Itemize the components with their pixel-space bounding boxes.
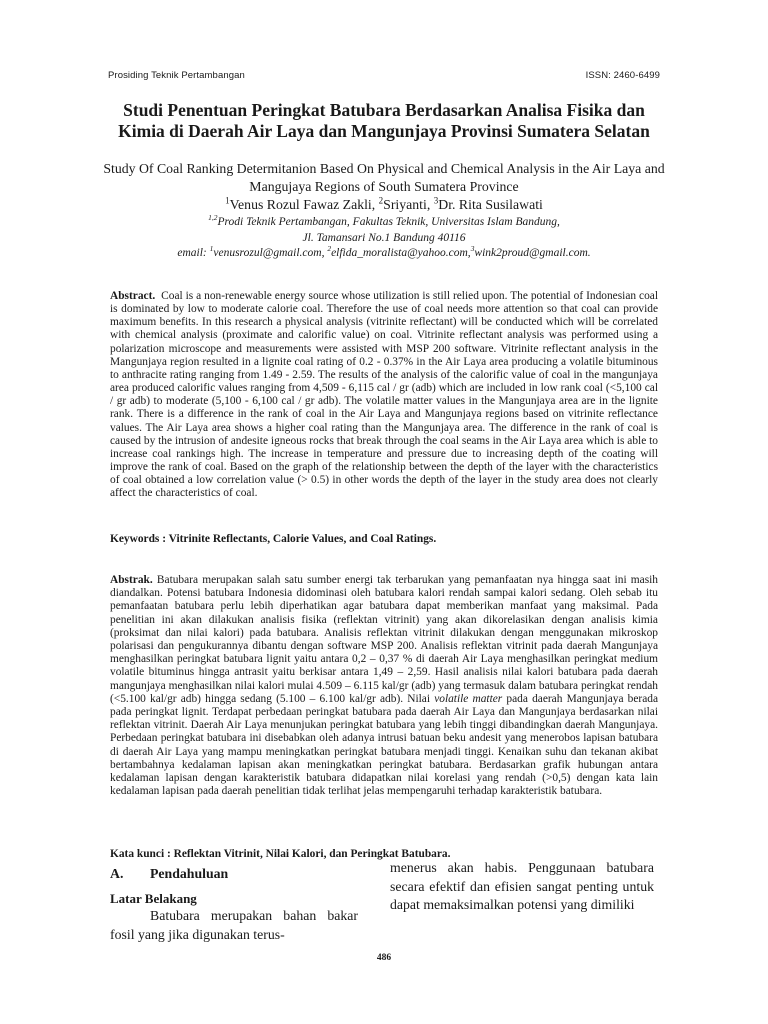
email-line: [100, 246, 668, 261]
abstract-label: Abstract.: [110, 290, 156, 302]
body-text-left-column: Batubara merupakan bahan bakar fosil yang jika digunakan terus-: [110, 908, 358, 942]
section-number: A.: [110, 866, 124, 881]
email-address: venusrozul@gmail.com,: [213, 247, 328, 259]
author-superscript: 3: [433, 195, 439, 206]
author-superscript: 2: [378, 195, 384, 206]
email-superscript: 1: [209, 244, 214, 254]
email-address: wink2proud@gmail.com.: [474, 247, 591, 259]
author-name: Sriyanti,: [383, 197, 434, 212]
author-name: Dr. Rita Susilawati: [438, 197, 543, 212]
affiliation: [100, 215, 668, 246]
abstract-indonesian: [110, 574, 658, 798]
page-number: 486: [376, 953, 392, 963]
author-superscript: 1: [225, 195, 230, 206]
subsection-heading: Latar Belakang: [110, 891, 197, 906]
email-prefix: email:: [177, 247, 210, 259]
abstrak-label: Abstrak.: [110, 574, 153, 586]
affiliation-address: Jl. Tamansari No.1 Bandung 40116: [302, 231, 466, 244]
email-address: elfida_moralista@yahoo.com,: [331, 247, 471, 259]
section-title: Pendahuluan: [150, 866, 229, 881]
author-name: Venus Rozul Fawaz Zakli,: [229, 197, 379, 212]
journal-name: Prosiding Teknik Pertambangan: [108, 70, 245, 81]
abstract-text: Coal is a non-renewable energy source whose utilization is still relied upon. The potential of Indonesian coal is dominated by low to moderate calorie coal. Therefore the use of coal needs more attention so that coal can provide maximum benefits. In this research a physical analysis (vitrinite reflectant) will be conducted which will be correlated with chemical analysis (proximate and calorific value) on coal. Vitrinite reflectant analysis was performed using a polarization microscope and measurements were assisted with MSP 200 software. Vitrinite reflectant analysis in the Mangunjaya region resulted in a lignite coal rating of 0.2 - 0.37% in the Air Laya area producing a volatile bituminous to anthracite rating ranging from 1.49 - 2.59. The results of the analysis of the calorific value of coal in the mangunjaya area produced calorific values ranging from 4,509 - 6,115 cal / gr (adb) which are included in low rank coal (<5,100 cal / gr adb) to moderate (5,100 - 6,100 cal / gr adb). The volatile matter values in the Mangunjaya area are in the lignite rank. There is a difference in the rank of coal in the Air Laya and Mangunjaya regions based on vitrinite reflectance values. The Air Laya area shows a higher coal rating than the Mangunjaya area. The difference in the rank of coal is caused by the intrusion of andesite igneous rocks that break through the coal seams in the Air Laya area which is able to increase coal rankings high. The increase in temperature and pressure due to increasing depth of the coating will improve the rank of coal. Based on the graph of the relationship between the depth of the layer with the characteristics of coal obtained a low correlation value (> 0.5) in other words the depth of the layer in the study area does not clearly affect the characteristics of coal.: [110, 290, 658, 500]
affiliation-line: Prodi Teknik Pertambangan, Fakultas Teknik, Universitas Islam Bandung,: [217, 216, 560, 228]
section-heading: [110, 865, 360, 883]
email-superscript: 3: [470, 244, 475, 254]
paper-title-english: Study Of Coal Ranking Determitanion Based On Physical and Chemical Analysis in the Air Laya and Mangujaya Regions of South Sumatera Province: [103, 161, 665, 194]
email-superscript: 2: [327, 244, 332, 254]
keywords-indonesian: Kata kunci : Reflektan Vitrinit, Nilai Kalori, dan Peringkat Batubara.: [110, 848, 451, 860]
body-text-right-column: menerus akan habis. Penggunaan batubara secara efektif dan efisien sangat penting untuk dapat memaksimalkan potensi yang dimiliki: [390, 860, 654, 913]
abstract-english: [110, 290, 658, 501]
keywords-english: Keywords : Vitrinite Reflectants, Calorie Values, and Coal Ratings.: [110, 533, 437, 545]
paper-title: Studi Penentuan Peringkat Batubara Berdasarkan Analisa Fisika dan Kimia di Daerah Air Laya dan Mangunjaya Provinsi Sumatera Selatan: [118, 100, 650, 141]
abstrak-italic-term: volatile matter: [434, 692, 503, 705]
abstrak-text-continued: pada daerah Mangunjaya berada pada peringkat lignit. Terdapat perbedaan peringkat batubara pada daerah Air Laya dan Mangunjaya berdasarkan nilai reflektan vitrinit. Daerah Air Laya menunjukan peringkat batubara yang lebih tinggi dibandingkan daerah Mangunjaya. Perbedaan peringkat batubara ini disebabkan oleh adanya intrusi batuan beku andesit yang menerobos lapisan batubara di daerah Air Laya yang mampu meningkatkan peringkat batubara menjadi tinggi. Kenaikan suhu dan tekanan akibat bertambahnya kedalaman lapisan akan meningkatkan peringkat batubara. Berdasarkan grafik hubungan antara kedalaman lapisan dengan karakteristik batubara didapatkan nilai korelasi yang rendah (>0,5) dengan kata lain kedalaman lapisan pada daerah penelitian tidak terlihat jelas mempengaruhi terhadap karakteristik batubara.: [110, 692, 659, 798]
author-list: [100, 196, 668, 214]
affiliation-superscript: 1,2: [208, 213, 218, 223]
issn: ISSN: 2460-6499: [585, 70, 660, 81]
abstrak-text: Batubara merupakan salah satu sumber energi tak terbarukan yang pemanfaatan nya hingga saat ini masih diandalkan. Potensi batubara Indonesia didominasi oleh batubara kalori rendah sampai kalori sedang. Oleh sebab itu pemanfaatan batubara perlu lebih diperhatikan agar batubara dapat memberikan manfaat yang maksimal. Pada penelitian ini akan dilakukan analisis fisika (reflektan vitrinit) yang akan dikorelasikan dengan analisis kimia (proksimat dan nilai kalori) pada batubara. Analisis reflektan vitrinit dilakukan dengan menggunakan mikroskop polarisasi dan pengukurannya dibantu dengan software MSP 200. Analisis reflektan vitrinit pada daerah Mangunjaya menghasilkan peringkat batubara lignit yaitu antara 0,2 – 0,37 % di daerah Air Laya menghasilkan peringkat medium volatile bituminus hingga antrasit yaitu berkisar antara 1,49 – 2,59. Hasil analisis nilai kalori batubara pada daerah mangunjaya menghasilkan nilai kalori mulai 4.509 – 6.115 kal/gr (adb) yang termasuk dalam batubara peringkat rendah (<5.100 kal/gr adb) hingga sedang (5.100 – 6.100 kal/gr adb). Nilai: [110, 574, 658, 705]
